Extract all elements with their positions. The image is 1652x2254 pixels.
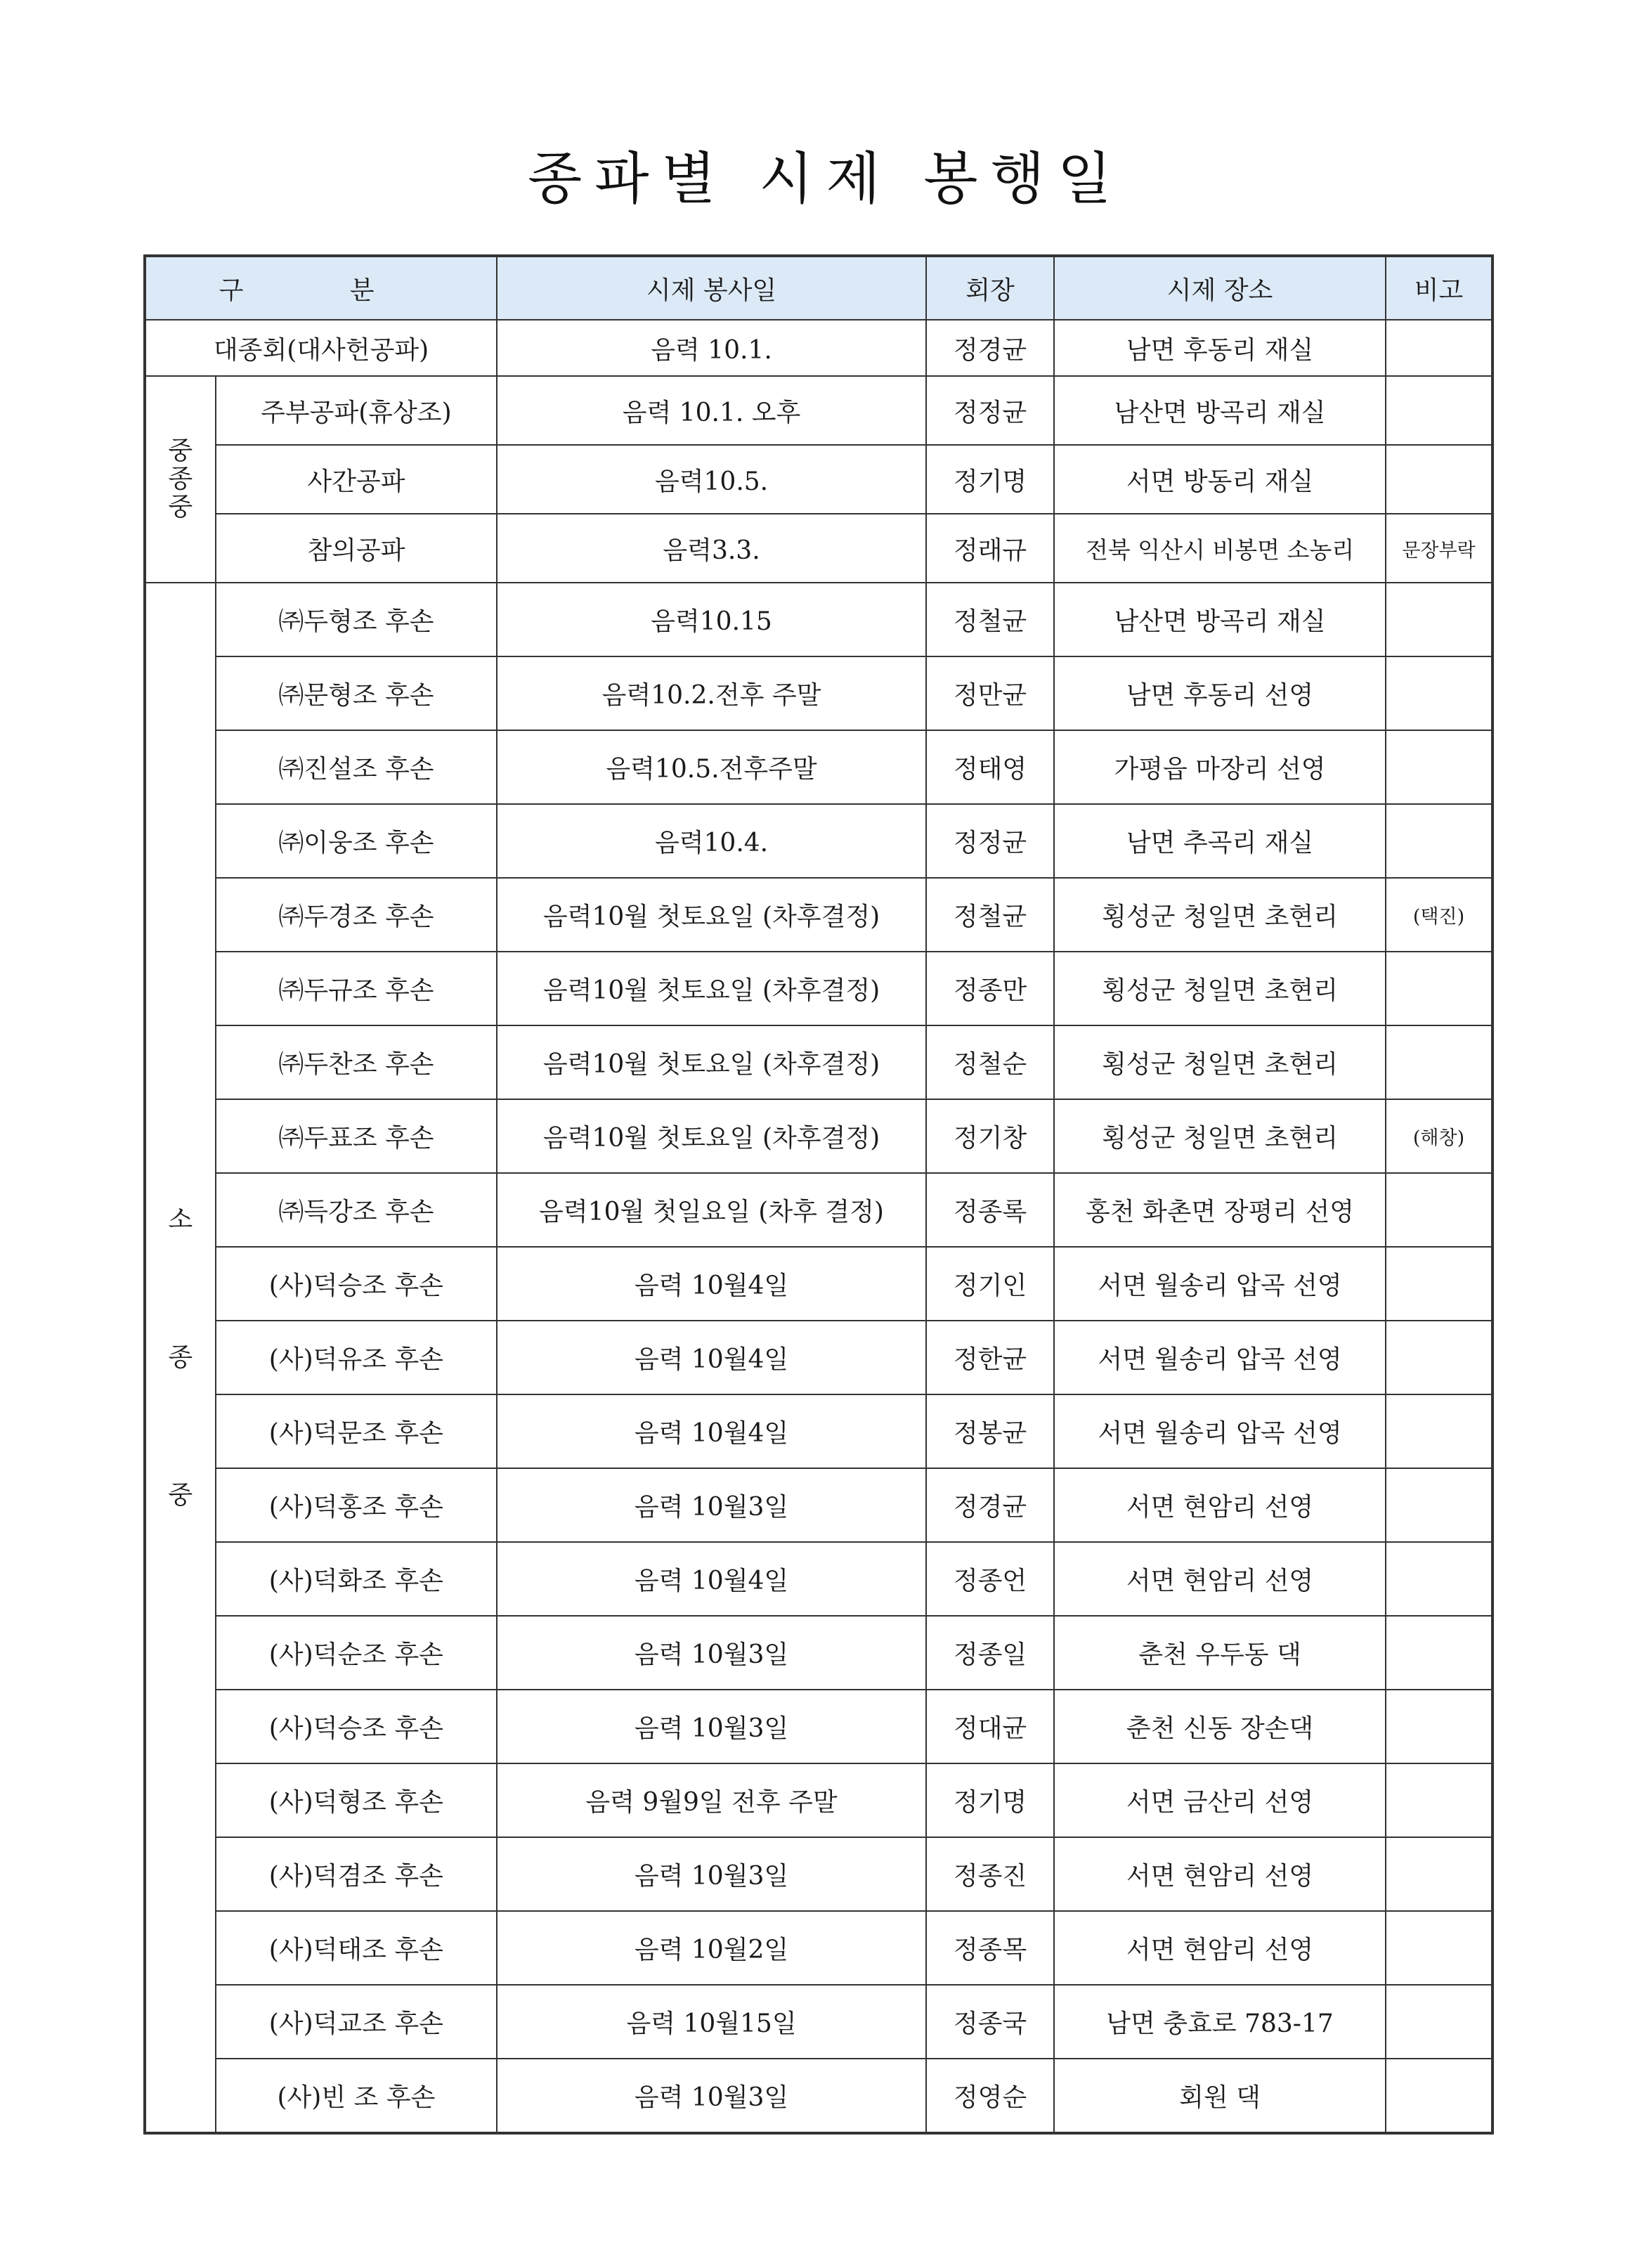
row-name: (사)덕순조 후손	[216, 1616, 497, 1690]
row-chair: 정래규	[926, 514, 1054, 583]
row-note: 문장부락	[1386, 514, 1492, 583]
row-name: ㈜두경조 후손	[216, 878, 497, 952]
row-place: 춘천 우두동 댁	[1054, 1616, 1386, 1690]
table-row	[145, 1985, 1492, 2059]
row-name: (사)덕승조 후손	[216, 1690, 497, 1763]
row-place: 남면 충효로 783-17	[1054, 1985, 1386, 2059]
row-place: 서면 현암리 선영	[1054, 1468, 1386, 1542]
row-place: 서면 현암리 선영	[1054, 1911, 1386, 1985]
table-row	[145, 1173, 1492, 1247]
row-name: (사)덕승조 후손	[216, 1247, 497, 1321]
table-row	[145, 878, 1492, 952]
row-chair: 정한균	[926, 1321, 1054, 1394]
table-row	[145, 1616, 1492, 1690]
row-place: 횡성군 청일면 초현리	[1054, 1099, 1386, 1173]
group-label-char: 종	[168, 465, 193, 493]
row-note	[1386, 1247, 1492, 1321]
row-chair: 정종목	[926, 1911, 1054, 1985]
row-place: 횡성군 청일면 초현리	[1054, 1025, 1386, 1099]
row-date: 음력10월 첫토요일 (차후결정)	[497, 1099, 926, 1173]
table-row	[145, 320, 1492, 376]
row-place: 서면 방동리 재실	[1054, 445, 1386, 514]
row-note	[1386, 656, 1492, 730]
row-note	[1386, 1173, 1492, 1247]
row-name: 사간공파	[216, 445, 497, 514]
row-place: 춘천 신동 장손댁	[1054, 1690, 1386, 1763]
row-name: 참의공파	[216, 514, 497, 583]
row-date: 음력10월 첫토요일 (차후결정)	[497, 1025, 926, 1099]
header-note: 비고	[1386, 256, 1492, 320]
table-row	[145, 583, 1492, 656]
row-note	[1386, 730, 1492, 804]
table-row	[145, 952, 1492, 1025]
row-name: (사)덕형조 후손	[216, 1763, 497, 1837]
table-row	[145, 1911, 1492, 1985]
row-place: 가평읍 마장리 선영	[1054, 730, 1386, 804]
group-label-char: 중	[168, 1480, 193, 1510]
group-label-char: 중	[168, 493, 193, 522]
row-date: 음력 10월3일	[497, 1616, 926, 1690]
header-place: 시제 장소	[1054, 256, 1386, 320]
row-chair: 정봉균	[926, 1394, 1054, 1468]
row-chair: 정종일	[926, 1616, 1054, 1690]
row-date: 음력10.5.	[497, 445, 926, 514]
row-place: 서면 금산리 선영	[1054, 1763, 1386, 1837]
row-note	[1386, 804, 1492, 878]
row-chair: 정경균	[926, 320, 1054, 376]
row-chair: 정종만	[926, 952, 1054, 1025]
row-chair: 정종진	[926, 1837, 1054, 1911]
table-row	[145, 1763, 1492, 1837]
table-row	[145, 445, 1492, 514]
header-chair: 회장	[926, 256, 1054, 320]
table-row	[145, 1690, 1492, 1763]
row-chair: 정기명	[926, 1763, 1054, 1837]
row-name: ㈜진설조 후손	[216, 730, 497, 804]
row-chair: 정대균	[926, 1690, 1054, 1763]
row-note	[1386, 1837, 1492, 1911]
row-name: (사)덕태조 후손	[216, 1911, 497, 1985]
row-name: ㈜문형조 후손	[216, 656, 497, 730]
row-place: 회원 댁	[1054, 2059, 1386, 2133]
table-row	[145, 514, 1492, 583]
row-date: 음력10.2.전후 주말	[497, 656, 926, 730]
row-chair: 정기명	[926, 445, 1054, 514]
row-date: 음력 10월3일	[497, 1837, 926, 1911]
row-place: 전북 익산시 비봉면 소농리	[1054, 514, 1386, 583]
ancestral-rite-schedule-table	[143, 254, 1494, 2135]
row-note	[1386, 1468, 1492, 1542]
header-date: 시제 봉사일	[497, 256, 926, 320]
row-name: ㈜두찬조 후손	[216, 1025, 497, 1099]
row-date: 음력 10.1.	[497, 320, 926, 376]
row-date: 음력 10월3일	[497, 2059, 926, 2133]
row-date: 음력 10월15일	[497, 1985, 926, 2059]
row-note	[1386, 445, 1492, 514]
row-date: 음력 10월4일	[497, 1321, 926, 1394]
row-name: (사)빈 조 후손	[216, 2059, 497, 2133]
row-name: ㈜득강조 후손	[216, 1173, 497, 1247]
row-chair: 정만균	[926, 656, 1054, 730]
row-note	[1386, 376, 1492, 445]
row-name: (사)덕문조 후손	[216, 1394, 497, 1468]
row-name: (사)덕겸조 후손	[216, 1837, 497, 1911]
row-date: 음력10월 첫토요일 (차후결정)	[497, 878, 926, 952]
row-date: 음력 10월4일	[497, 1247, 926, 1321]
group-label-group_small	[145, 583, 216, 2133]
row-date: 음력 10월3일	[497, 1690, 926, 1763]
row-note: (택진)	[1386, 878, 1492, 952]
table-row	[145, 730, 1492, 804]
row-name: ㈜이웅조 후손	[216, 804, 497, 878]
row-chair: 정종국	[926, 1985, 1054, 2059]
row-note	[1386, 1394, 1492, 1468]
row-place: 남면 추곡리 재실	[1054, 804, 1386, 878]
row-note	[1386, 1542, 1492, 1616]
row-date: 음력 10월4일	[497, 1542, 926, 1616]
row-date: 음력10월 첫토요일 (차후결정)	[497, 952, 926, 1025]
group-label-char: 종	[168, 1342, 193, 1372]
row-place: 서면 월송리 압곡 선영	[1054, 1247, 1386, 1321]
row-chair: 정영순	[926, 2059, 1054, 2133]
table-row	[145, 804, 1492, 878]
row-place: 남면 후동리 재실	[1054, 320, 1386, 376]
table-row	[145, 1247, 1492, 1321]
row-chair: 정정균	[926, 804, 1054, 878]
row-place: 서면 현암리 선영	[1054, 1837, 1386, 1911]
row-place: 남면 후동리 선영	[1054, 656, 1386, 730]
group-label-char: 소	[168, 1205, 193, 1234]
row-chair: 정태영	[926, 730, 1054, 804]
row-chair: 정정균	[926, 376, 1054, 445]
row-place: 횡성군 청일면 초현리	[1054, 878, 1386, 952]
table-header-row	[145, 256, 1492, 320]
row-name: ㈜두표조 후손	[216, 1099, 497, 1173]
table-row	[145, 1321, 1492, 1394]
row-date: 음력10.5.전후주말	[497, 730, 926, 804]
row-note	[1386, 952, 1492, 1025]
row-name: 대종회(대사헌공파)	[145, 320, 497, 376]
row-note	[1386, 583, 1492, 656]
row-place: 서면 월송리 압곡 선영	[1054, 1394, 1386, 1468]
table-row	[145, 1025, 1492, 1099]
row-name: (사)덕유조 후손	[216, 1321, 497, 1394]
row-note	[1386, 2059, 1492, 2133]
row-place: 횡성군 청일면 초현리	[1054, 952, 1386, 1025]
table-row	[145, 1837, 1492, 1911]
group-label-group_middle	[145, 376, 216, 583]
row-note	[1386, 320, 1492, 376]
row-date: 음력 10월4일	[497, 1394, 926, 1468]
row-chair: 정종록	[926, 1173, 1054, 1247]
table-row	[145, 2059, 1492, 2133]
row-name: (사)덕화조 후손	[216, 1542, 497, 1616]
row-date: 음력 10.1. 오후	[497, 376, 926, 445]
row-date: 음력 10월3일	[497, 1468, 926, 1542]
row-note	[1386, 1763, 1492, 1837]
row-date: 음력10월 첫일요일 (차후 결정)	[497, 1173, 926, 1247]
table-row	[145, 1394, 1492, 1468]
row-date: 음력10.4.	[497, 804, 926, 878]
row-place: 남산면 방곡리 재실	[1054, 376, 1386, 445]
row-place: 서면 월송리 압곡 선영	[1054, 1321, 1386, 1394]
row-note	[1386, 1690, 1492, 1763]
row-name: ㈜두형조 후손	[216, 583, 497, 656]
table-row	[145, 1099, 1492, 1173]
row-chair: 정철균	[926, 583, 1054, 656]
row-chair: 정경균	[926, 1468, 1054, 1542]
row-note	[1386, 1321, 1492, 1394]
table-row	[145, 656, 1492, 730]
table-row	[145, 376, 1492, 445]
row-date: 음력 10월2일	[497, 1911, 926, 1985]
row-name: 주부공파(휴상조)	[216, 376, 497, 445]
group-label-char: 중	[168, 436, 193, 465]
row-note	[1386, 1616, 1492, 1690]
row-chair: 정기인	[926, 1247, 1054, 1321]
row-date: 음력3.3.	[497, 514, 926, 583]
row-date: 음력10.15	[497, 583, 926, 656]
row-place: 서면 현암리 선영	[1054, 1542, 1386, 1616]
row-chair: 정종언	[926, 1542, 1054, 1616]
row-chair: 정기창	[926, 1099, 1054, 1173]
row-chair: 정철순	[926, 1025, 1054, 1099]
table-row	[145, 1468, 1492, 1542]
row-name: ㈜두규조 후손	[216, 952, 497, 1025]
row-note: (해창)	[1386, 1099, 1492, 1173]
row-note	[1386, 1911, 1492, 1985]
row-note	[1386, 1025, 1492, 1099]
header-category: 구 분	[145, 256, 497, 320]
row-note	[1386, 1985, 1492, 2059]
row-name: (사)덕교조 후손	[216, 1985, 497, 2059]
row-place: 홍천 화촌면 장평리 선영	[1054, 1173, 1386, 1247]
table-row	[145, 1542, 1492, 1616]
page-title: 종파별 시제 봉행일	[527, 146, 1125, 212]
row-place: 남산면 방곡리 재실	[1054, 583, 1386, 656]
row-chair: 정철균	[926, 878, 1054, 952]
row-name: (사)덕홍조 후손	[216, 1468, 497, 1542]
row-date: 음력 9월9일 전후 주말	[497, 1763, 926, 1837]
